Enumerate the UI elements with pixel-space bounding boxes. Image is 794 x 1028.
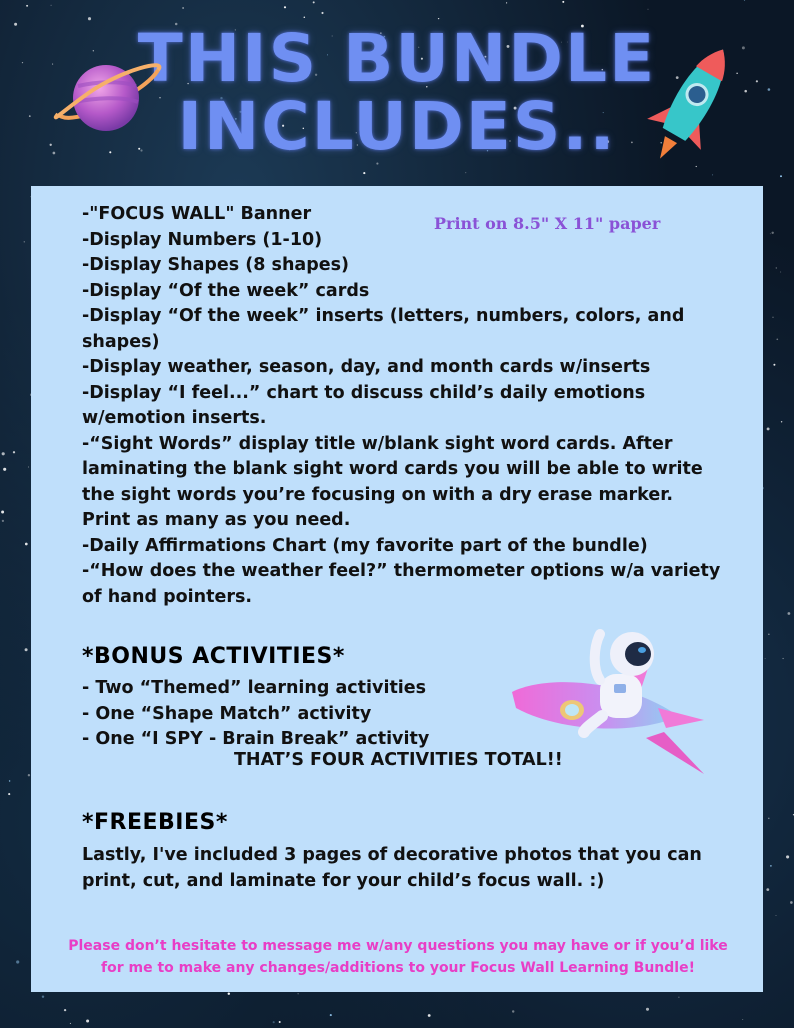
rocket-icon — [640, 28, 750, 168]
bonus-list — [82, 676, 502, 753]
list-item: -Display “Of the week” inserts (letters, numbers, colors, and shapes) — [82, 306, 685, 352]
list-item: -Display weather, season, day, and month cards w/inserts — [82, 357, 651, 377]
list-item: - One “Shape Match” activity — [82, 703, 372, 724]
list-item: -“How does the weather feel?” thermometer options w/a variety of hand pointers. — [82, 561, 721, 607]
print-note: Print on 8.5" X 11" paper — [434, 214, 661, 233]
includes-list — [82, 202, 722, 610]
freebies-heading: *FREEBIES* — [82, 810, 228, 835]
list-item: - One “I SPY - Brain Break” activity — [82, 729, 430, 749]
activities-total: THAT’S FOUR ACTIVITIES TOTAL!! — [234, 750, 563, 770]
list-item: -“Sight Words” display title w/blank sight word cards. After laminating the blank sight word cards you will be able to write the sight words you’re focusing on with a dry erase marker. Print as many as you need. — [82, 433, 703, 530]
contact-message: Please don’t hesitate to message me w/any questions you may have or if you’d like for me to make any changes/additions to your Focus Wall Learning Bundle! — [68, 938, 728, 976]
astronaut-on-rocket-icon — [508, 628, 708, 778]
list-item: -Daily Affirmations Chart (my favorite part of the bundle) — [82, 535, 648, 556]
freebies-text: Lastly, I've included 3 pages of decorative photos that you can print, cut, and laminate for your child’s focus wall. :) — [82, 845, 702, 891]
list-item: -Display “Of the week” cards — [82, 280, 370, 301]
bonus-heading: *BONUS ACTIVITIES* — [82, 644, 345, 669]
title-line-1: THIS BUNDLE — [137, 20, 657, 97]
list-item: -"FOCUS WALL" Banner — [82, 204, 312, 224]
list-item: - Two “Themed” learning activities — [82, 678, 427, 698]
title-line-2: INCLUDES.. — [177, 88, 617, 165]
list-item: -Display Shapes (8 shapes) — [82, 255, 350, 275]
planet-icon — [50, 52, 166, 142]
list-item: -Display “I feel...” chart to discuss child’s daily emotions w/emotion inserts. — [82, 382, 646, 428]
list-item: -Display Numbers (1-10) — [82, 229, 323, 250]
